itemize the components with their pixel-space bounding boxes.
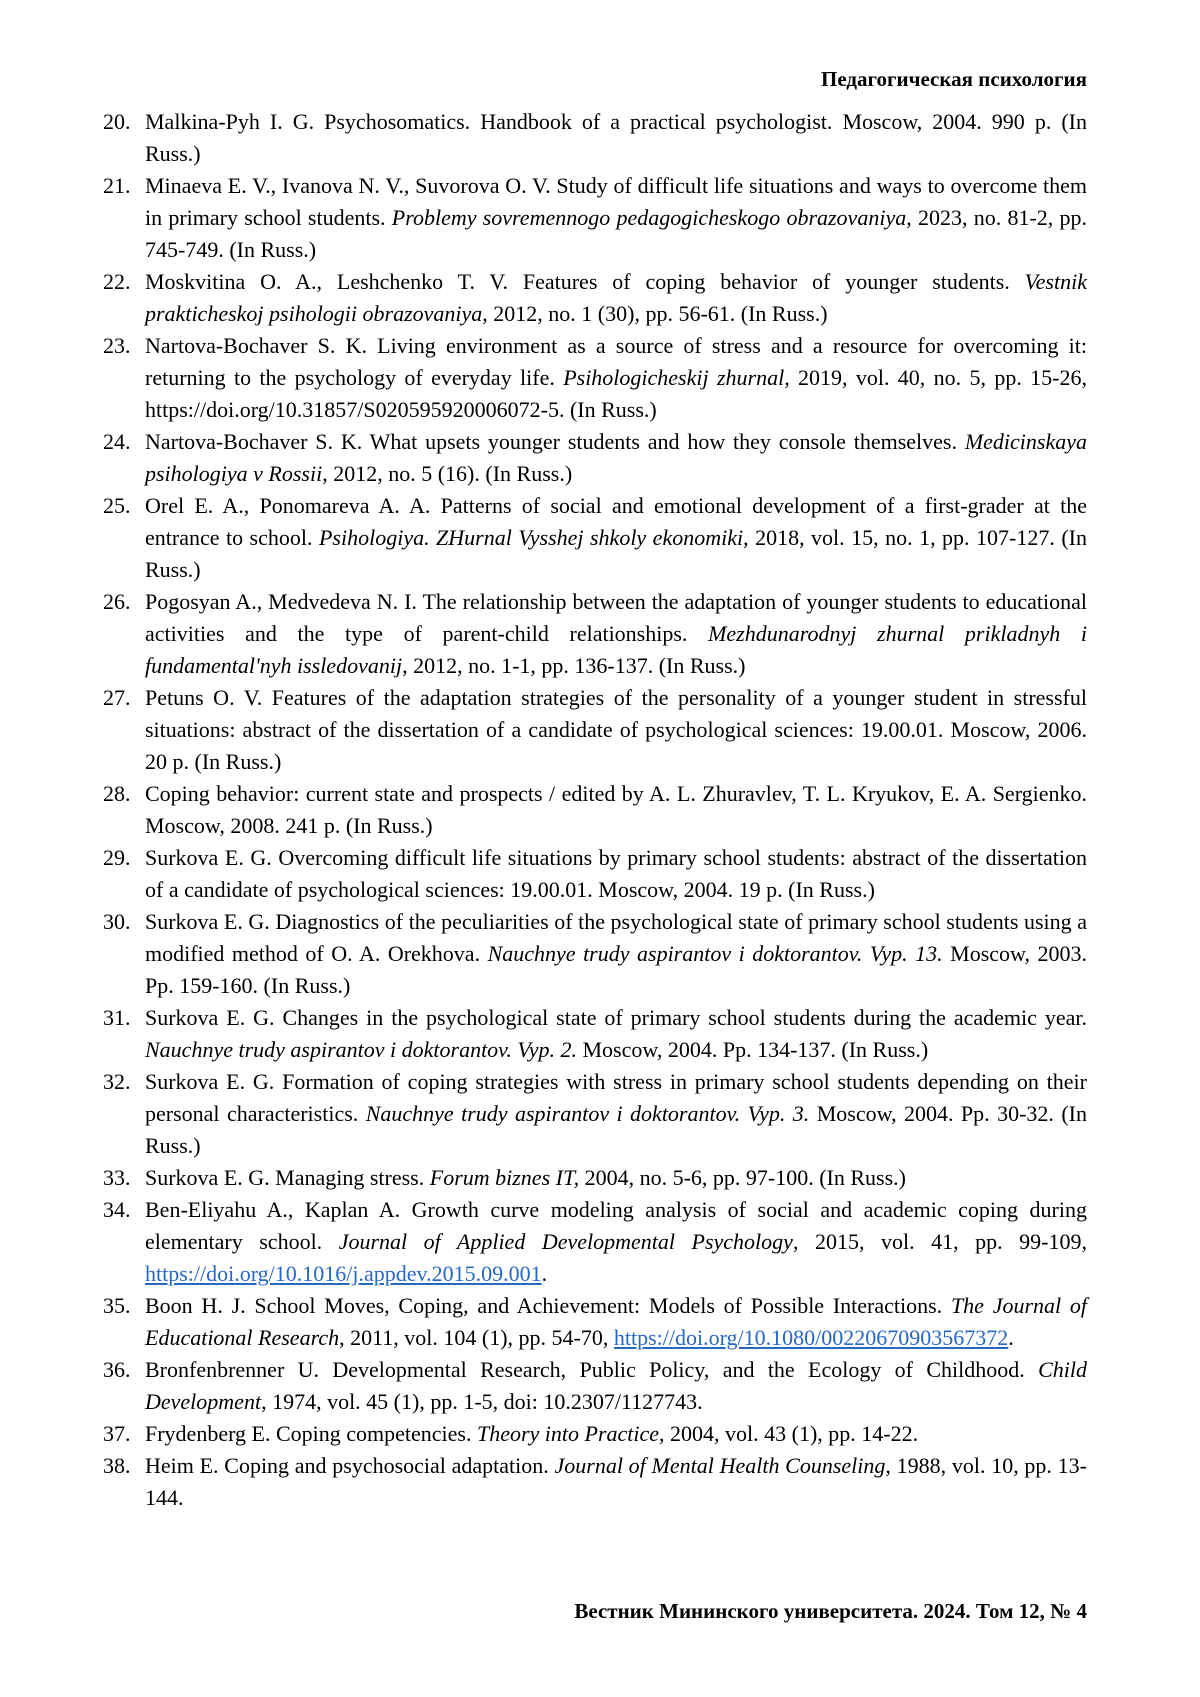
reference-text — [145, 106, 1087, 170]
reference-item — [103, 842, 1087, 906]
source-title: Mezhdunarodnyj zhurnal prikladnyh i fundamental'nyh issledovanij — [145, 621, 1087, 678]
journal-footer: Вестник Мининского университета. 2024. Том 12, № 4 — [574, 1599, 1087, 1623]
reference-text — [145, 426, 1087, 490]
reference-number: 21. — [103, 173, 131, 198]
references-list — [103, 106, 1087, 1514]
reference-number: 24. — [103, 429, 131, 454]
reference-text — [145, 490, 1087, 586]
reference-text-segment: Moscow, 2003. Pp. 159-160. (In Russ.) — [145, 941, 1087, 998]
reference-text — [145, 682, 1087, 778]
section-header: Педагогическая психология — [820, 67, 1087, 91]
reference-item — [103, 906, 1087, 1002]
source-title: Child Development — [145, 1357, 1087, 1414]
reference-number: 28. — [103, 781, 131, 806]
reference-item — [103, 490, 1087, 586]
reference-text-segment: Moscow, 2004. Pp. 134-137. (In Russ.) — [577, 1037, 929, 1062]
reference-text-segment: Surkova E. G. Managing stress. — [145, 1165, 430, 1190]
reference-text-segment: , 2012, no. 1-1, pp. 136-137. (In Russ.) — [402, 653, 746, 678]
reference-text — [145, 1418, 1087, 1450]
reference-text — [145, 330, 1087, 426]
reference-text — [145, 1002, 1087, 1066]
reference-text-segment: Ben-Eliyahu A., Kaplan A. Growth curve modeling analysis of social and academic coping during elementary school. — [145, 1197, 1087, 1254]
reference-number: 23. — [103, 333, 131, 358]
reference-text-segment: , 1974, vol. 45 (1), pp. 1-5, doi: 10.2307/1127743. — [261, 1389, 703, 1414]
reference-text-segment: Boon H. J. School Moves, Coping, and Achievement: Models of Possible Interactions. — [145, 1293, 951, 1318]
reference-text — [145, 586, 1087, 682]
reference-number: 20. — [103, 109, 131, 134]
reference-text — [145, 1450, 1087, 1514]
reference-number: 33. — [103, 1165, 131, 1190]
reference-number: 27. — [103, 685, 131, 710]
reference-text-segment: Surkova E. G. Changes in the psychological state of primary school students during the academic year. — [145, 1005, 1087, 1030]
reference-text-segment: , 2023, no. 81-2, pp. 745-749. (In Russ.) — [145, 205, 1088, 262]
source-title: Psihologicheskij zhurnal — [563, 365, 785, 390]
source-title: The Journal of Educational Research — [145, 1293, 1087, 1350]
reference-item — [103, 170, 1087, 266]
reference-text-segment: Petuns O. V. Features of the adaptation strategies of the personality of a younger student in stressful situations: abstract of the dissertation of a candidate of psychological sciences: 19.00.01. Moscow, 2006. 20 p. (In Russ.) — [145, 685, 1087, 774]
reference-text-segment: Surkova E. G. Overcoming difficult life situations by primary school students: abstract of the dissertation of a candidate of psychological sciences: 19.00.01. Moscow, 2004. 19 p. (In Russ.) — [145, 845, 1087, 902]
reference-item — [103, 1450, 1087, 1514]
reference-text-segment: Minaeva E. V., Ivanova N. V., Suvorova O. V. Study of difficult life situations and ways to overcome them in primary school students. — [145, 173, 1087, 230]
reference-text — [145, 842, 1087, 906]
reference-text-segment: 2004, no. 5-6, pp. 97-100. (In Russ.) — [579, 1165, 907, 1190]
reference-text-segment: Malkina-Pyh I. G. Psychosomatics. Handbook of a practical psychologist. Moscow, 2004. 990 p. (In Russ.) — [145, 109, 1087, 166]
reference-number: 25. — [103, 493, 131, 518]
reference-text-segment: Surkova E. G. Formation of coping strategies with stress in primary school students depending on their personal characteristics. — [145, 1069, 1087, 1126]
doi-link[interactable]: https://doi.org/10.1080/00220670903567372 — [613, 1325, 1009, 1350]
reference-text — [145, 170, 1087, 266]
reference-text-segment: Nartova-Bochaver S. K. What upsets younger students and how they console themselves. — [145, 429, 965, 454]
reference-number: 31. — [103, 1005, 131, 1030]
reference-text-segment: , 2015, vol. 41, pp. 99-109, — [792, 1229, 1087, 1254]
reference-number: 22. — [103, 269, 131, 294]
reference-item — [103, 266, 1087, 330]
reference-text-segment: Orel E. A., Ponomareva A. A. Patterns of social and emotional development of a first-grader at the entrance to school. — [145, 493, 1087, 550]
reference-number: 35. — [103, 1293, 131, 1318]
reference-text-segment: , 2011, vol. 104 (1), pp. 54-70, — [339, 1325, 614, 1350]
reference-item — [103, 1418, 1087, 1450]
reference-number: 36. — [103, 1357, 131, 1382]
source-title: Nauchnye trudy aspirantov i doktorantov. Vyp. 3. — [365, 1101, 810, 1126]
reference-item — [103, 1290, 1087, 1354]
source-title: Theory into Practice — [476, 1421, 660, 1446]
reference-text-segment: Nartova-Bochaver S. K. Living environment as a source of stress and a resource for overcoming it: returning to the psychology of everyday life. — [145, 333, 1087, 390]
reference-text — [145, 1354, 1087, 1418]
reference-number: 26. — [103, 589, 131, 614]
reference-item — [103, 106, 1087, 170]
doi-link[interactable]: https://doi.org/10.1016/j.appdev.2015.09.001 — [145, 1261, 542, 1286]
reference-item — [103, 1066, 1087, 1162]
reference-item — [103, 1002, 1087, 1066]
reference-text-segment: Frydenberg E. Coping competencies. — [145, 1421, 477, 1446]
reference-item — [103, 330, 1087, 426]
reference-item — [103, 586, 1087, 682]
source-title: Journal of Mental Health Counseling — [554, 1453, 886, 1478]
reference-number: 29. — [103, 845, 131, 870]
reference-number: 30. — [103, 909, 131, 934]
reference-text-segment: Bronfenbrenner U. Developmental Research, Public Policy, and the Ecology of Childhood. — [145, 1357, 1039, 1382]
reference-text — [145, 1194, 1087, 1290]
source-title: Forum biznes IT, — [429, 1165, 580, 1190]
reference-text-segment: , 1988, vol. 10, pp. 13-144. — [145, 1453, 1087, 1510]
reference-text-segment: Surkova E. G. Diagnostics of the peculiarities of the psychological state of primary school students using a modified method of O. A. Orekhova. — [145, 909, 1087, 966]
reference-number: 32. — [103, 1069, 131, 1094]
reference-text — [145, 906, 1087, 1002]
reference-text-segment: Pogosyan A., Medvedeva N. I. The relationship between the adaptation of younger students to educational activities and the type of parent-child relationships. — [145, 589, 1087, 646]
reference-text-segment: . — [541, 1261, 548, 1286]
source-title: Nauchnye trudy aspirantov i doktorantov. Vyp. 13. — [487, 941, 943, 966]
reference-text — [145, 778, 1087, 842]
reference-item — [103, 778, 1087, 842]
reference-number: 38. — [103, 1453, 131, 1478]
reference-item — [103, 1162, 1087, 1194]
source-title: Journal of Applied Developmental Psychology — [338, 1229, 793, 1254]
reference-text-segment: , 2018, vol. 15, no. 1, pp. 107-127. (In Russ.) — [145, 525, 1087, 582]
source-title: Problemy sovremennogo pedagogicheskogo obrazovaniya — [391, 205, 907, 230]
reference-text-segment: , 2012, no. 1 (30), pp. 56-61. (In Russ.) — [482, 301, 828, 326]
source-title: Medicinskaya psihologiya v Rossii — [145, 429, 1087, 486]
reference-text — [145, 1290, 1087, 1354]
reference-text-segment: Moscow, 2004. Pp. 30-32. (In Russ.) — [145, 1101, 1088, 1158]
source-title: Vestnik prakticheskoj psihologii obrazovaniya — [145, 269, 1087, 326]
reference-item — [103, 426, 1087, 490]
reference-text-segment: . — [1008, 1325, 1014, 1350]
reference-text-segment: , 2019, vol. 40, no. 5, pp. 15-26, https://doi.org/10.31857/S020595920006072-5. (In Russ.) — [145, 365, 1087, 422]
reference-item — [103, 1194, 1087, 1290]
reference-text-segment: Heim E. Coping and psychosocial adaptation. — [145, 1453, 555, 1478]
reference-text-segment: Coping behavior: current state and prospects / edited by A. L. Zhuravlev, T. L. Kryukov, E. A. Sergienko. Moscow, 2008. 241 p. (In Russ.) — [145, 781, 1087, 838]
reference-text — [145, 266, 1087, 330]
reference-text — [145, 1066, 1087, 1162]
reference-text-segment: , 2004, vol. 43 (1), pp. 14-22. — [659, 1421, 919, 1446]
source-title: Psihologiya. ZHurnal Vysshej shkoly ekonomiki — [318, 525, 744, 550]
source-title: Nauchnye trudy aspirantov i doktorantov. Vyp. 2. — [145, 1037, 577, 1062]
reference-text-segment: Moskvitina O. A., Leshchenko T. V. Features of coping behavior of younger students. — [145, 269, 1025, 294]
reference-text — [145, 1162, 1087, 1194]
reference-item — [103, 1354, 1087, 1418]
reference-text-segment: , 2012, no. 5 (16). (In Russ.) — [322, 461, 573, 486]
reference-number: 34. — [103, 1197, 131, 1222]
reference-number: 37. — [103, 1421, 131, 1446]
reference-item — [103, 682, 1087, 778]
